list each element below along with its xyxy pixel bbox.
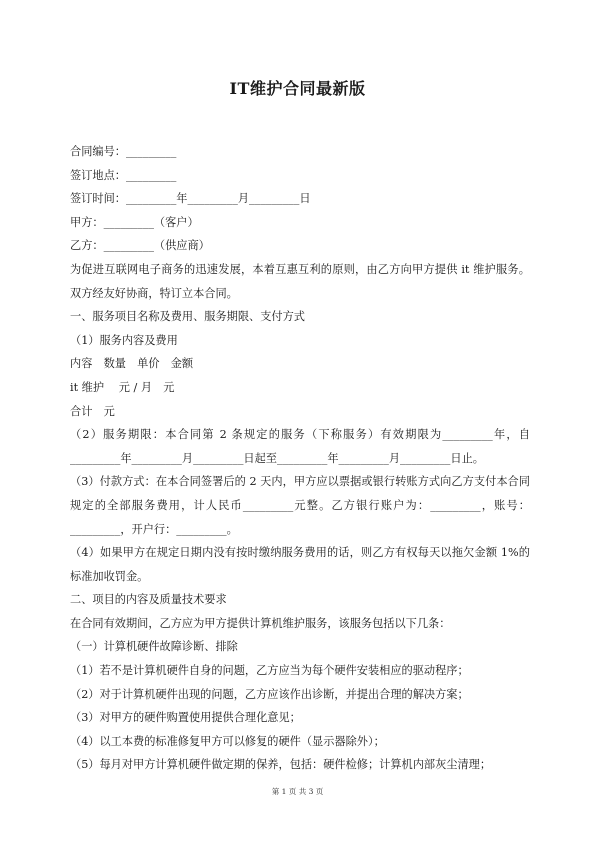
party-b-line: 乙方：_________（供应商） bbox=[70, 239, 210, 253]
list-item: （4）以工本费的标准修复甲方可以修复的硬件（显示器除外）； bbox=[70, 734, 385, 748]
fee-table-row: it 维护 元 / 月 元 bbox=[70, 380, 175, 394]
fee-table-total: 合计 元 bbox=[70, 404, 115, 418]
list-item: （1）若不是计算机硬件自身的问题，乙方应当为每个硬件安装相应的驱动程序； bbox=[70, 664, 469, 678]
intro-paragraph: 为促进互联网电子商务的迅速发展，本着互惠互利的原则，由乙方向甲方提供 it 维护服务。双方经友好协商，特订立本合同。 bbox=[70, 262, 530, 300]
section-2-intro: 在合同有效期间，乙方应为甲方提供计算机维护服务，该服务包括以下几条： bbox=[70, 616, 451, 630]
list-item: （5）每月对甲方计算机硬件做定期的保养，包括：硬件检修；计算机内部灰尘清理； bbox=[70, 758, 492, 772]
list-item: （2）对于计算机硬件出现的问题，乙方应该作出诊断，并提出合理的解决方案； bbox=[70, 687, 469, 701]
fee-table-header: 内容 数量 单价 金额 bbox=[70, 357, 194, 371]
document-title: IT维护合同最新版 bbox=[229, 79, 366, 98]
section-1-heading: 一、服务项目名称及费用、服务期限、支付方式 bbox=[70, 310, 305, 324]
section-2-heading: 二、项目的内容及质量技术要求 bbox=[70, 593, 227, 607]
document-body bbox=[70, 140, 530, 777]
signing-date-line: 签订时间：_________年_________月_________日 bbox=[70, 192, 311, 206]
subsection-a-heading: （一）计算机硬件故障诊断、排除 bbox=[70, 640, 238, 654]
contract-number-line: 合同编号：_________ bbox=[70, 145, 177, 158]
party-a-line: 甲方：_________（客户） bbox=[70, 215, 199, 229]
signing-place-line: 签订地点：_________ bbox=[70, 168, 177, 182]
list-item: （3）对甲方的硬件购置使用提供合理化意见； bbox=[70, 711, 301, 725]
service-period-paragraph: （2）服务期限：本合同第 2 条规定的服务（下称服务）有效期限为_________年，自_________年_________月_________日起至_________年_________月_________日止。 bbox=[70, 428, 530, 465]
subsection-1-heading: （1）服务内容及费用 bbox=[70, 333, 178, 347]
page-footer: 第 1 页 共 3 页 bbox=[271, 787, 324, 796]
payment-paragraph: （3）付款方式：在本合同签署后的 2 天内，甲方应以票据或银行转账方式向乙方支付本合同规定的全部服务费用，计人民币_________元整。乙方银行账户为：_________，账号：_________，开户行：_________。 bbox=[70, 475, 530, 536]
penalty-paragraph: （4）如果甲方在规定日期内没有按时缴纳服务费用的话，则乙方有权每天以拖欠金额 1%的标准加收罚金。 bbox=[70, 546, 530, 583]
